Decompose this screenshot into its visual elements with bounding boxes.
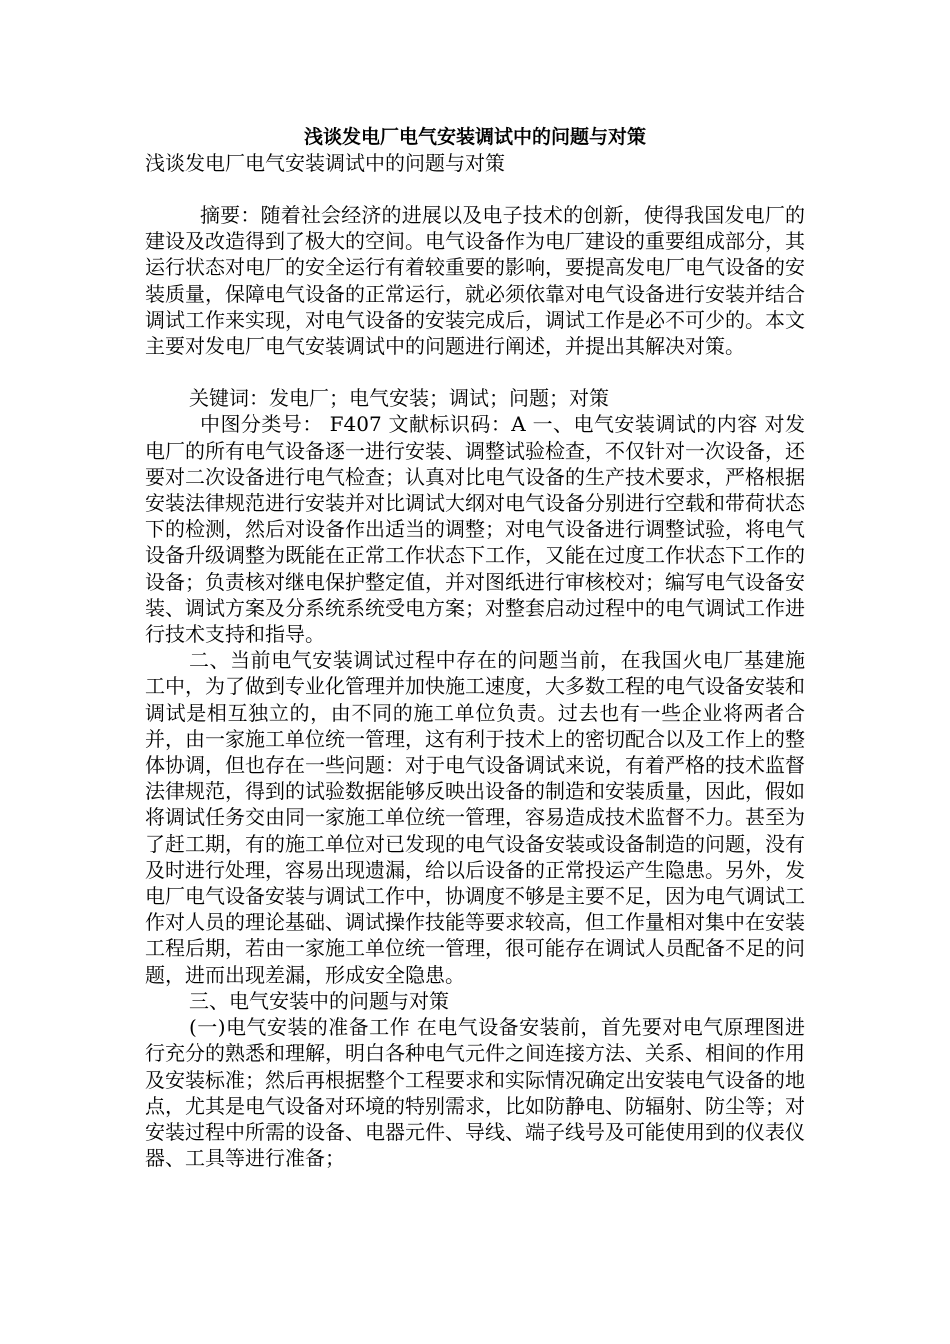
section-2-paragraph: 二、当前电气安装调试过程中存在的问题当前，在我国火电厂基建施工中，为了做到专业化管理并加快施工速度，大多数工程的电气设备安装和调试是相互独立的，由不同的施工单位负责。过去也有一些企业将两者合并，由一家施工单位统一管理，这有利于技术上的密切配合以及工作上的整体协调，但也存在一些问题：对于电气设备调试来说，有着严格的技术监督法律规范，得到的试验数据能够反映出设备的制造和安装质量，因此，假如将调试任务交由同一家施工单位统一管理，容易造成技术监督不力。甚至为了赶工期，有的施工单位对已发现的电气设备安装或设备制造的问题，没有及时进行处理，容易出现遗漏，给以后设备的正常投运产生隐患。另外，发电厂电气设备安装与调试工作中，协调度不够是主要不足，因为电气调试工作对人员的理论基础、调试操作技能等要求较高，但工作量相对集中在安装工程后期，若由一家施工单位统一管理，很可能存在调试人员配备不足的问题，进而出现差漏，形成安全隐患。	[145, 648, 805, 987]
blank-line	[145, 176, 805, 202]
document-page	[145, 124, 805, 1171]
section-3-heading: 三、电气安装中的问题与对策	[189, 988, 449, 1013]
document-subtitle: 浅谈发电厂电气安装调试中的问题与对策	[145, 151, 505, 175]
section-1-paragraph: 中图分类号： F407 文献标识码：A 一、电气安装调试的内容 对发电厂的所有电气设备逐一进行安装、调整试验检查，不仅针对一次设备，还要对二次设备进行电气检查；认真对比电气设备的生产技术要求，严格根据安装法律规范进行安装并对比调试大纲对电气设备分别进行空载和带荷状态下的检测，然后对设备作出适当的调整；对电气设备进行调整试验，将电气设备升级调整为既能在正常工作状态下工作，又能在过度工作状态下工作的设备；负责核对继电保护整定值，并对图纸进行审核校对；编写电气设备安装、调试方案及分系统系统受电方案；对整套启动过程中的电气调试工作进行技术支持和指导。	[145, 412, 805, 647]
blank-line	[145, 359, 805, 385]
keywords-line: 关键词：发电厂；电气安装；调试；问题；对策	[189, 386, 609, 411]
abstract-paragraph: 摘要：随着社会经济的进展以及电子技术的创新，使得我国发电厂的建设及改造得到了极大的空间。电气设备作为电厂建设的重要组成部分，其运行状态对电厂的安全运行有着较重要的影响，要提高发电厂电气设备的安装质量，保障电气设备的正常运行，就必须依靠对电气设备进行安装并结合调试工作来实现，对电气设备的安装完成后，调试工作是必不可少的。本文主要对发电厂电气安装调试中的问题进行阐述，并提出其解决对策。	[145, 203, 805, 359]
document-title: 浅谈发电厂电气安装调试中的问题与对策	[303, 126, 646, 148]
section-3-1-paragraph: (一)电气安装的准备工作 在电气设备安装前，首先要对电气原理图进行充分的熟悉和理解，明白各种电气元件之间连接方法、关系、相间的作用及安装标准；然后再根据整个工程要求和实际情况确定出安装电气设备的地点，尤其是电气设备对环境的特别需求，比如防静电、防辐射、防尘等；对安装过程中所需的设备、电器元件、导线、端子线号及可能使用到的仪表仪器、工具等进行准备；	[145, 1015, 805, 1171]
